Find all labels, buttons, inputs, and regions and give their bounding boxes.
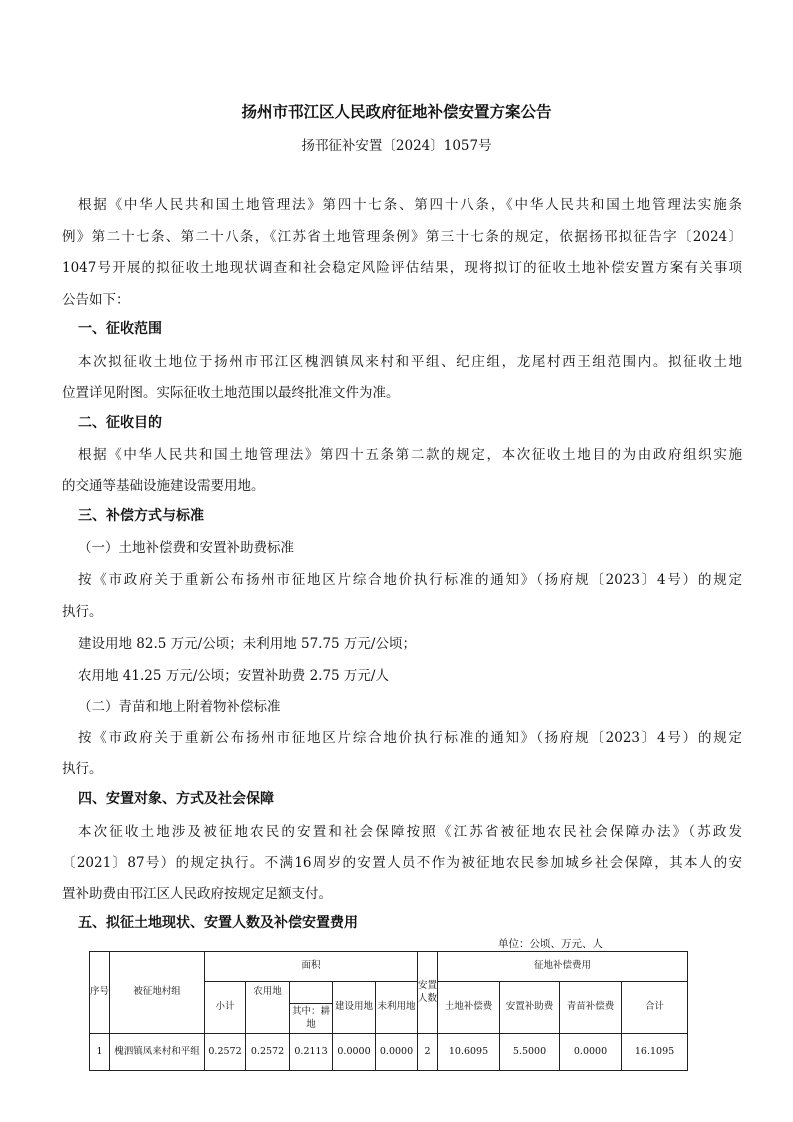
- cell-settle-fee: 5.5000: [500, 1034, 560, 1071]
- cell-land-fee: 10.6095: [438, 1034, 500, 1071]
- section-4-line-1: 本次征收土地涉及被征地农民的安置和社会保障按照《江苏省被征地农民社会保障办法》（苏政发: [78, 824, 742, 840]
- section-1-line-1: 本次拟征收土地位于扬州市邗江区槐泗镇凤来村和平组、纪庄组，龙尾村西王组范围内。拟征收土地: [78, 354, 742, 370]
- section-2-line-2: 的交通等基础设施建设需要用地。: [62, 478, 265, 494]
- cell-construction-land: 0.0000: [333, 1034, 376, 1071]
- section-2-line-1: 根据《中华人民共和国土地管理法》第四十五条第二款的规定，本次征收土地目的为由政府组织实施: [78, 447, 742, 463]
- header-farm-land: 农用地: [246, 982, 290, 1004]
- header-crop-fee: 青苗补偿费: [560, 982, 622, 1034]
- section-5-heading: 五、拟征土地现状、安置人数及补偿安置费用: [78, 915, 358, 931]
- cell-farm-land: 0.2572: [246, 1034, 290, 1071]
- section-3-heading: 三、补偿方式与标准: [78, 508, 204, 524]
- header-settle-fee: 安置补助费: [500, 982, 560, 1034]
- table-row: [90, 1034, 688, 1071]
- section-4-line-2: 〔2021〕87号）的规定执行。不满16周岁的安置人员不作为被征地农民参加城乡社会保障，其本人的安: [62, 855, 742, 871]
- compensation-table: [89, 951, 688, 1071]
- section-3-sub2-heading: （二）青苗和地上附着物补偿标准: [78, 699, 281, 715]
- section-3-sub1-line-2: 执行。: [62, 604, 103, 620]
- intro-line-1: 根据《中华人民共和国土地管理法》第四十七条、第四十八条，《中华人民共和国土地管理法实施条: [78, 197, 742, 213]
- header-land-fee: 土地补偿费: [438, 982, 500, 1034]
- cell-sum: 16.1095: [622, 1034, 688, 1071]
- header-area: 面积: [205, 952, 418, 982]
- section-3-sub1-line-3: 建设用地 82.5 万元/公顷；未利用地 57.75 万元/公顷；: [78, 636, 416, 652]
- page-title: 扬州市邗江区人民政府征地补偿安置方案公告: [241, 103, 552, 121]
- section-3-sub2-line-2: 执行。: [62, 761, 103, 777]
- header-people: 安置人数: [418, 952, 438, 1034]
- cell-seq: 1: [90, 1034, 110, 1071]
- section-2-heading: 二、征收目的: [78, 415, 162, 431]
- intro-line-4: 公告如下：: [62, 292, 130, 308]
- header-fees: 征地补偿费用: [438, 952, 688, 982]
- table-unit-note: 单位：公顷、万元、人: [498, 938, 603, 950]
- cell-unused-land: 0.0000: [376, 1034, 418, 1071]
- header-village-group: 被征地村组: [110, 952, 205, 1034]
- header-construction-land: 建设用地: [333, 982, 376, 1034]
- cell-village-group: 槐泗镇凤来村和平组: [110, 1034, 205, 1071]
- header-seq: 序号: [90, 952, 110, 1034]
- section-4-line-3: 置补助费由邗江区人民政府按规定足额支付。: [62, 886, 332, 902]
- section-1-line-2: 位置详见附图。实际征收土地范围以最终批准文件为准。: [62, 385, 400, 401]
- section-3-sub1-heading: （一）土地补偿费和安置补助费标准: [78, 540, 294, 556]
- section-3-sub1-line-1: 按《市政府关于重新公布扬州市征地区片综合地价执行标准的通知》（扬府规〔2023〕4号）的规定: [78, 572, 742, 588]
- header-arable-land: 其中：耕地: [290, 1004, 333, 1034]
- section-3-sub2-line-1: 按《市政府关于重新公布扬州市征地区片综合地价执行标准的通知》（扬府规〔2023〕4号）的规定: [78, 730, 742, 746]
- cell-crop-fee: 0.0000: [560, 1034, 622, 1071]
- intro-line-2: 例》第二十七条、第二十八条，《江苏省土地管理条例》第三十七条的规定，依据扬邗拟征告字〔2024〕: [62, 229, 742, 245]
- document-number: 扬邗征补安置〔2024〕1057号: [301, 138, 492, 154]
- section-4-heading: 四、安置对象、方式及社会保障: [78, 791, 274, 807]
- section-1-heading: 一、征收范围: [78, 321, 162, 337]
- header-sum: 合计: [622, 982, 688, 1034]
- intro-line-3: 1047号开展的拟征收土地现状调查和社会稳定风险评估结果，现将拟订的征收土地补偿安置方案有关事项: [62, 260, 742, 276]
- header-subtotal-area: 小计: [205, 982, 246, 1034]
- header-unused-land: 未利用地: [376, 982, 418, 1034]
- section-3-sub1-line-4: 农用地 41.25 万元/公顷；安置补助费 2.75 万元/人: [78, 668, 389, 684]
- cell-arable-land: 0.2113: [290, 1034, 333, 1071]
- cell-people: 2: [418, 1034, 438, 1071]
- cell-subtotal-area: 0.2572: [205, 1034, 246, 1071]
